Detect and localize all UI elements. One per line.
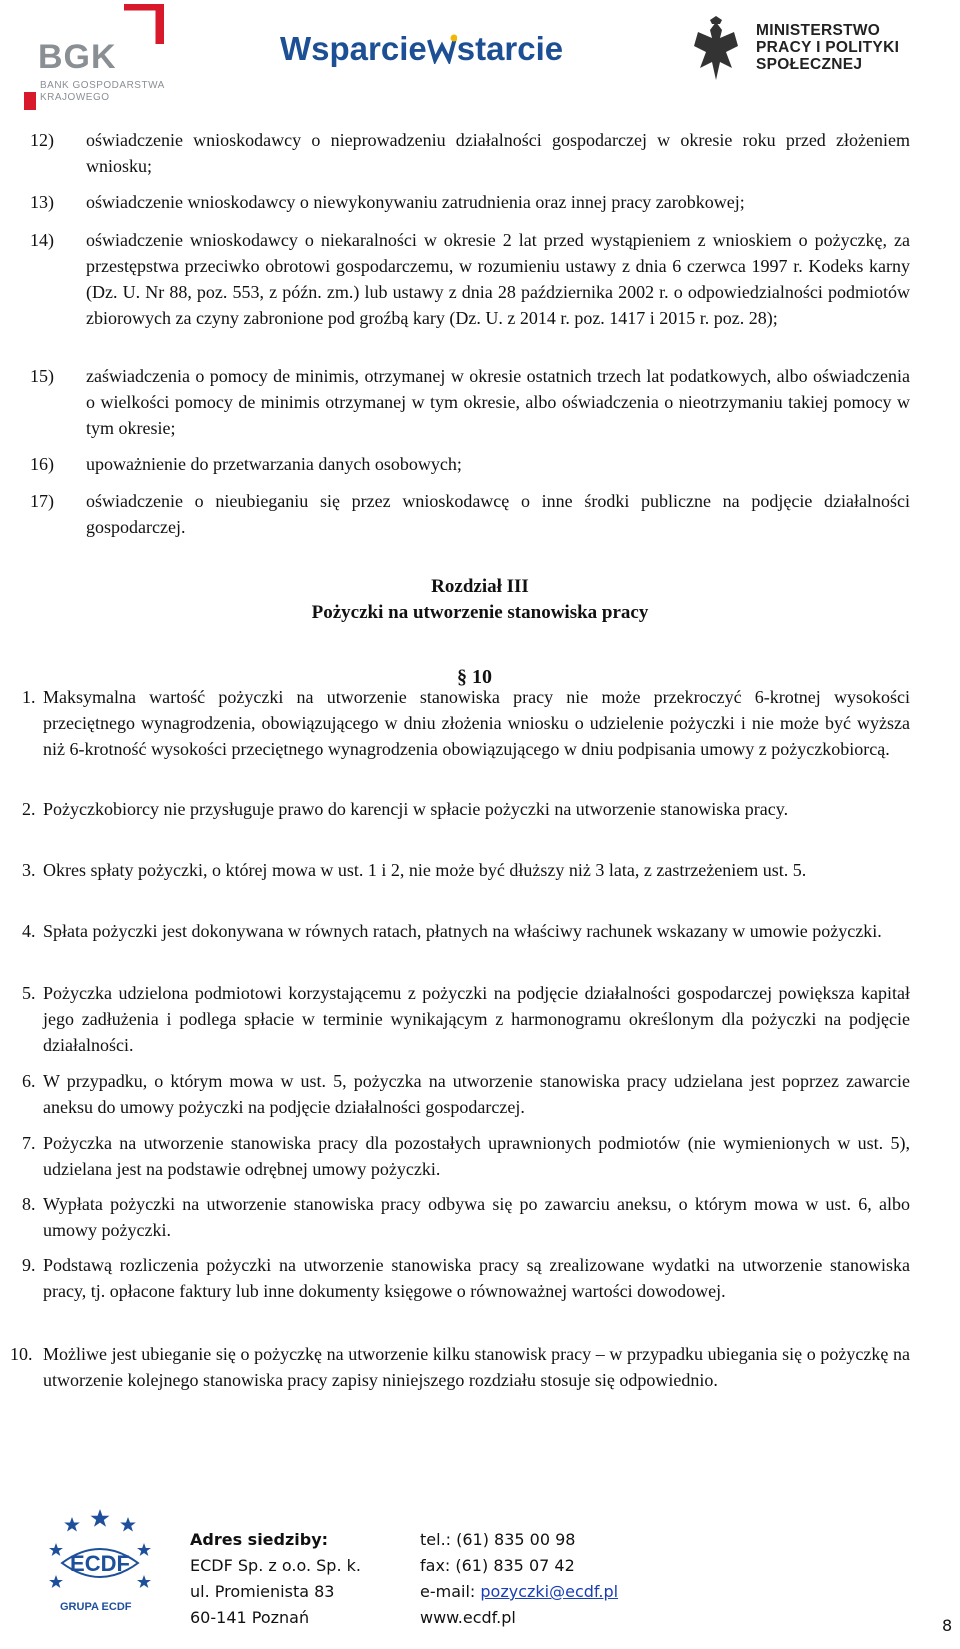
list-item: oświadczenie wnioskodawcy o nieprowadzeniu działalności gospodarczej w okresie roku przed złożeniem wniosku; — [86, 130, 910, 176]
eagle-icon — [686, 16, 746, 86]
list-item-number: 13) — [30, 192, 54, 212]
email-label: e-mail: — [420, 1582, 481, 1601]
list-item-number: 16) — [30, 454, 54, 474]
paragraph-number: 4. — [22, 921, 36, 941]
paragraph-number: 5. — [22, 983, 36, 1003]
ecdf-logo-caption: GRUPA ECDF — [60, 1601, 132, 1613]
phone-number: tel.: (61) 835 00 98 — [420, 1530, 576, 1549]
bgk-logo — [24, 4, 174, 112]
paragraph-text: Spłata pożyczki jest dokonywana w równych ratach, płatnych na właściwy rachunek wskazany w umowie pożyczki. — [43, 921, 882, 941]
paragraph-text: Pożyczkobiorcy nie przysługuje prawo do karencji w spłacie pożyczki na utworzenie stanowiska pracy. — [43, 799, 789, 819]
paragraph-sign: § 10 — [457, 666, 492, 688]
fax-number: fax: (61) 835 07 42 — [420, 1556, 575, 1575]
wsparcie-arrow-icon — [427, 34, 457, 64]
paragraph-text: W przypadku, o którym mowa w ust. 5, pożyczka na utworzenie stanowiska pracy udzielana jest poprzez zawarcie aneksu do umowy pożyczki na podjęcie działalności gospodarczej. — [43, 1071, 910, 1117]
paragraph-text: Okres spłaty pożyczki, o której mowa w ust. 1 i 2, nie może być dłuższy niż 3 lata, z zastrzeżeniem ust. 5. — [43, 860, 807, 880]
paragraph-text: Maksymalna wartość pożyczki na utworzenie stanowiska pracy nie może przekroczyć 6-krotnej wysokości przeciętnego wynagrodzenia, obowiązującego w dniu złożenia wniosku o udzielenie pożyczki i nie może być wyższa niż 6-krotność wysokości przeciętnego wynagrodzenia obowiązującego w dniu podpisania umowy z pożyczkobiorcą. — [43, 687, 910, 759]
paragraph-number: 8. — [22, 1194, 36, 1214]
list-item: zaświadczenia o pomocy de minimis, otrzymanej w okresie ostatnich trzech lat podatkowych, albo oświadczenia o wielkości pomocy de minimis otrzymanej w tym okresie, albo oświadczenia o nieotrzymaniu takiej pomocy w tym okresie; — [86, 366, 910, 438]
mpips-logo — [686, 16, 946, 86]
paragraph-number: 7. — [22, 1133, 36, 1153]
paragraph-number: 10. — [10, 1344, 33, 1364]
paragraph-number: 2. — [22, 799, 36, 819]
city-postcode: 60-141 Poznań — [190, 1608, 310, 1627]
list-item-number: 14) — [30, 230, 54, 250]
email-line — [420, 1579, 618, 1605]
paragraph-text: Możliwe jest ubieganie się o pożyczkę na utworzenie kilku stanowisk pracy – w przypadku ubiegania się o pożyczkę na utworzenie kolejnego stanowiska pracy zapisy niniejszego rozdziału stosuje się odpowiednio. — [43, 1344, 910, 1390]
list-item-number: 17) — [30, 491, 54, 511]
paragraph-number: 9. — [22, 1255, 36, 1275]
email-link[interactable]: pozyczki@ecdf.pl — [480, 1582, 619, 1601]
list-item: oświadczenie wnioskodawcy o niekaralności w okresie 2 lat przed wystąpieniem z wnioskiem o pożyczkę, za przestępstwa przeciwko obrotowi gospodarczemu, w rozumieniu ustawy z dnia 6 czerwca 1997 r. Kodeks karny (Dz. U. Nr 88, poz. 553, z późn. zm.) lub ustawy z dnia 28 października 2002 r. o odpowiedzialności podmiotów zbiorowych za czyny zabronione pod groźbą kary (Dz. U. z 2014 r. poz. 1417 i 2015 r. poz. 28); — [86, 230, 910, 328]
list-item: upoważnienie do przetwarzania danych osobowych; — [86, 454, 462, 474]
paragraph-number: 6. — [22, 1071, 36, 1091]
wsparcie-logo-right: starcie — [456, 30, 564, 67]
mpips-logo-text: MINISTERSTWO PRACY I POLITYKI SPOŁECZNEJ — [756, 22, 900, 73]
paragraph-text: Pożyczka udzielona podmiotowi korzystającemu z pożyczki na podjęcie działalności gospodarczej powiększa kapitał jego zadłużenia i podlega spłacie w terminie wynikającym z harmonogramu określonym dla pożyczki na podjęcie działalności. — [43, 983, 910, 1055]
paragraph-text: Wypłata pożyczki na utworzenie stanowiska pracy odbywa się po zawarciu aneksu, o którym mowa w ust. 6, albo umowy pożyczki. — [43, 1194, 910, 1240]
website: www.ecdf.pl — [420, 1608, 516, 1627]
list-item-number: 15) — [30, 366, 54, 386]
street-address: ul. Promienista 83 — [190, 1582, 335, 1601]
wsparcie-na-starcie-logo — [280, 30, 563, 68]
page-header — [0, 0, 960, 118]
bgk-logo-text: BGK — [38, 38, 117, 76]
list-item: oświadczenie o nieubieganiu się przez wnioskodawcę o inne środki publiczne na podjęcie działalności gospodarczej. — [86, 491, 910, 537]
page-number: 8 — [942, 1616, 953, 1635]
chapter-title: Rozdział III — [431, 576, 529, 597]
list-item-number: 12) — [30, 130, 54, 150]
paragraph-text: Podstawą rozliczenia pożyczki na utworzenie stanowiska pracy są zrealizowane wydatki na utworzenie stanowiska pracy, tj. opłacone faktury lub inne dokumenty księgowe o równoważnej wartości dowodowej. — [43, 1255, 910, 1301]
address-label: Adres siedziby: — [190, 1530, 329, 1549]
paragraph-number: 3. — [22, 860, 36, 880]
ecdf-logo-text: ECDF — [70, 1551, 130, 1576]
company-name: ECDF Sp. z o.o. Sp. k. — [190, 1556, 361, 1575]
bgk-logo-subtitle: BANK GOSPODARSTWA KRAJOWEGO — [40, 80, 165, 103]
paragraph-number: 1. — [22, 687, 36, 707]
chapter-subtitle: Pożyczki na utworzenie stanowiska pracy — [311, 602, 649, 623]
wsparcie-logo-left: Wsparcie — [280, 30, 427, 67]
paragraph-text: Pożyczka na utworzenie stanowiska pracy dla pozostałych uprawnionych podmiotów (nie wymienionych w ust. 5), udzielana jest na podstawie odrębnej umowy pożyczki. — [43, 1133, 910, 1179]
list-item: oświadczenie wnioskodawcy o niewykonywaniu zatrudnienia oraz innej pracy zarobkowej; — [86, 192, 745, 212]
